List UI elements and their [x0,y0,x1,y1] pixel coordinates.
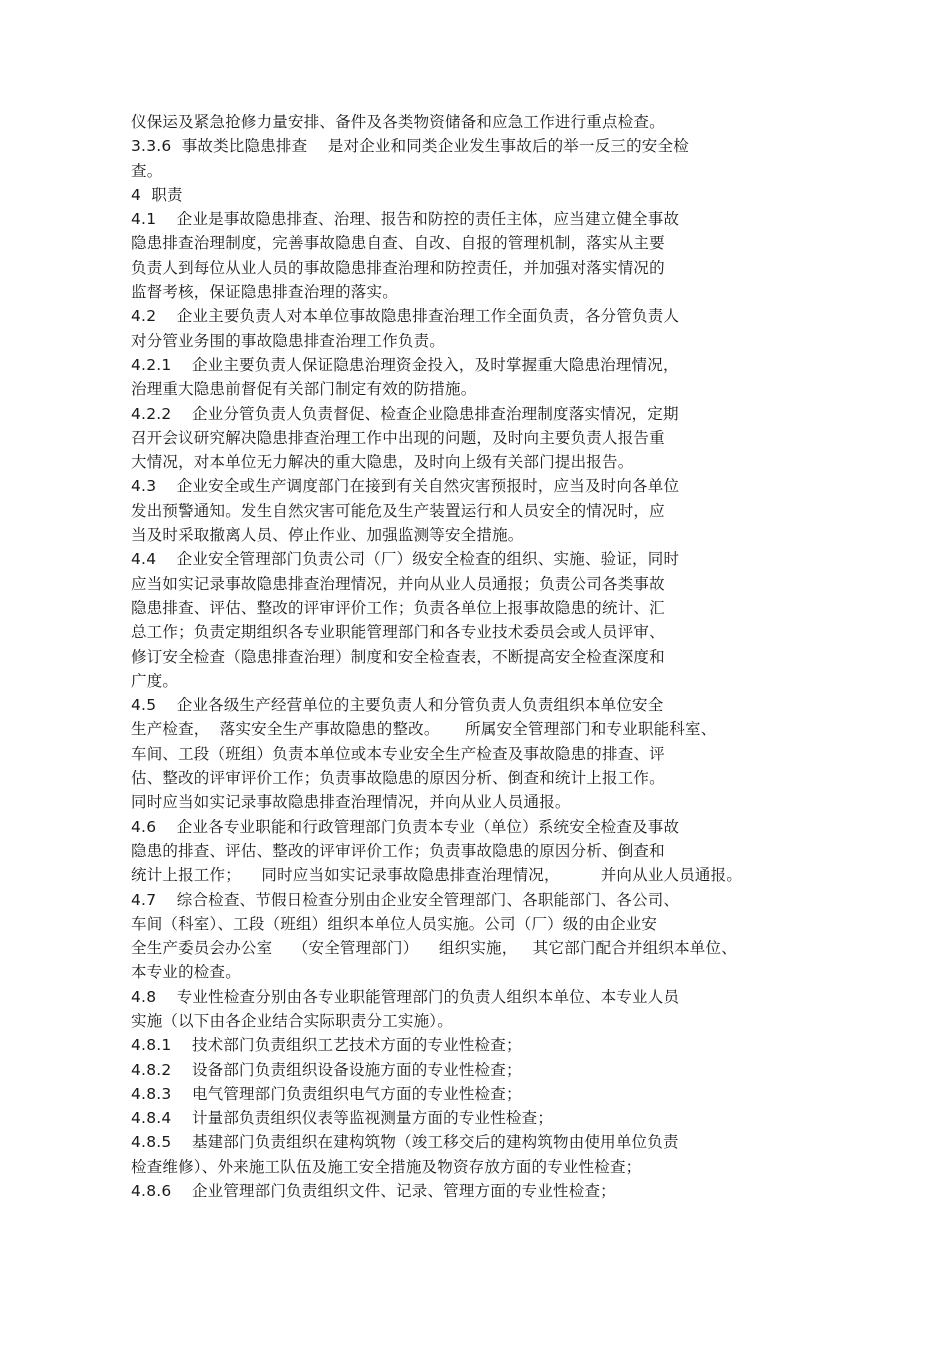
text-line: 4.5 企业各级生产经营单位的主要负责人和分管负责人负责组织本单位安全 [131,696,664,715]
text-line: 4.2.1 企业主要负责人保证隐患治理资金投入，及时掌握重大隐患治理情况， [131,355,679,374]
text-line: 隐患的排查、评估、整改的评审评价工作；负责事故隐患的原因分析、倒查和 [131,841,665,860]
text-line: 统计上报工作； 同时应当如实记录事故隐患排查治理情况， 并向从业人员通报。 [131,866,743,885]
text-line: 4.8.1 技术部门负责组织工艺技术方面的专业性检查； [131,1036,522,1055]
text-line: 召开会议研究解决隐患排查治理工作中出现的问题，及时向主要负责人报告重 [131,428,665,447]
text-line: 4.2 企业主要负责人对本单位事故隐患排查治理工作全面负责，各分管负责人 [131,307,680,326]
text-line: 当及时采取撤离人员、停止作业、加强监测等安全措施。 [131,526,524,545]
document-body [131,110,811,1203]
text-line: 发出预警通知。发生自然灾害可能危及生产装置运行和人员安全的情况时，应 [131,501,665,520]
text-line: 隐患排查治理制度，完善事故隐患自查、自改、自报的管理机制，落实从主要 [131,234,665,253]
text-line: 4.6 企业各专业职能和行政管理部门负责本专业（单位）系统安全检查及事故 [131,817,680,836]
text-line: 4.8.3 电气管理部门负责组织电气方面的专业性检查； [131,1084,522,1103]
text-line: 总工作；负责定期组织各专业职能管理部门和各专业技术委员会或人员评审、 [131,623,665,642]
text-line: 车间（科室）、工段（班组）组织本单位人员实施。公司（厂）级的由企业安 [131,914,658,933]
text-line: 实施（以下由各企业结合实际职责分工实施）。 [131,1011,453,1030]
text-line: 4.8.2 设备部门负责组织设备设施方面的专业性检查； [131,1060,522,1079]
text-line: 治理重大隐患前督促有关部门制定有效的防措施。 [131,380,477,399]
text-line: 4.8.5 基建部门负责组织在建构筑物（竣工移交后的建构筑物由使用单位负责 [131,1133,679,1152]
text-line: 4.4 企业安全管理部门负责公司（厂）级安全检查的组织、实施、验证，同时 [131,550,680,569]
text-line: 估、整改的评审评价工作；负责事故隐患的原因分析、倒查和统计上报工作。 [131,769,665,788]
text-line: 对分管业务围的事故隐患排查治理工作负责。 [131,331,446,350]
text-line: 车间、工段（班组）负责本单位或本专业安全生产检查及事故隐患的排查、评 [131,744,665,763]
text-line: 全生产委员会办公室 （安全管理部门） 组织实施， 其它部门配合并组织本单位、 [131,939,737,958]
text-line: 检查维修）、外来施工队伍及施工安全措施及物资存放方面的专业性检查； [131,1157,642,1176]
text-line: 生产检查， 落实安全生产事故隐患的整改。 所属安全管理部门和专业职能科室、 [131,720,717,739]
text-line: 修订安全检查（隐患排查治理）制度和安全检查表，不断提高安全检查深度和 [131,647,665,666]
text-line: 负责人到每位从业人员的事故隐患排查治理和防控责任，并加强对落实情况的 [131,258,665,277]
text-line: 查。 [131,161,163,180]
text-line: 应当如实记录事故隐患排查治理情况，并向从业人员通报；负责公司各类事故 [131,574,665,593]
text-line: 4.8.4 计量部负责组织仪表等监视测量方面的专业性检查； [131,1109,554,1128]
text-line: 4.8 专业性检查分别由各专业职能管理部门的负责人组织本单位、本专业人员 [131,987,680,1006]
text-line: 4.7 综合检查、节假日检查分别由企业安全管理部门、各职能部门、各公司、 [131,890,680,909]
text-line: 4.1 企业是事故隐患排查、治理、报告和防控的责任主体，应当建立健全事故 [131,210,680,229]
text-line: 4 职责 [131,185,183,204]
text-line: 仪保运及紧急抢修力量安排、备件及各类物资储备和应急工作进行重点检查。 [131,113,665,131]
text-line: 4.8.6 企业管理部门负责组织文件、记录、管理方面的专业性检查； [131,1182,616,1201]
text-line: 广度。 [131,671,179,690]
text-line: 大情况，对本单位无力解决的重大隐患，及时向上级有关部门提出报告。 [131,453,634,472]
text-line: 4.3 企业安全或生产调度部门在接到有关自然灾害预报时，应当及时向各单位 [131,477,680,496]
text-line: 本专业的检查。 [131,963,241,982]
text-line: 隐患排查、评估、整改的评审评价工作；负责各单位上报事故隐患的统计、汇 [131,598,665,617]
text-line: 同时应当如实记录事故隐患排查治理情况，并向从业人员通报。 [131,793,571,812]
text-line: 3.3.6 事故类比隐患排查 是对企业和同类企业发生事故后的举一反三的安全检 [131,137,689,156]
text-line: 4.2.2 企业分管负责人负责督促、检查企业隐患排查治理制度落实情况，定期 [131,404,679,423]
text-line: 监督考核，保证隐患排查治理的落实。 [131,283,398,302]
